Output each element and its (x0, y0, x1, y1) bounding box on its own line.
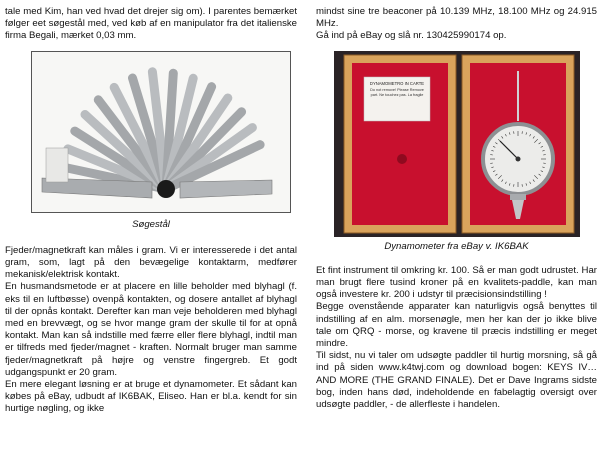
feeler-gauge-figure (31, 51, 291, 213)
ebay-reference-line: Gå ind på eBay og slå nr. 130425990174 op. (316, 30, 507, 42)
dynamometer-illustration (334, 51, 580, 237)
left-figure-caption: Søgestål (132, 218, 170, 230)
dynamometer-neck (510, 194, 526, 200)
left-paragraph-2: En husmandsmetode er at placere en lille beholder med blyhagl (f. eks til en luftbøsse) ovenpå kontakten, og dosere antallet af blyhagl til der opnås kontakt. Derefter kan man veje beholderen med blyhagl med en brevvægt, og se hvor mange gram der skulle til for at opnå kontakt. Man kan så indstille med færre eller flere blyhagl, indtil man er tilfreds med fjeder/magnet - kraften. Normalt bruger man samme fjeder/magnetkraft på højre og venstre fingergreb. Et godt udgangspunkt er 20 gram. (5, 281, 297, 378)
right-paragraph-3: Til sidst, nu vi taler om udsøgte paddler til hurtig morsning, så gå ind på siden www.k4twj.com og download bogen: KEYS IV… AND MORE (THE GRAND FINALE). Det er Dave Ingrams sidste bog, inden hans død, indeholdende en fabelagtig oversigt over udsøgte paddler, - de allerfleste i handelen. (316, 350, 597, 411)
case-lid-button (397, 154, 407, 164)
instruction-label-title: DYNAMOMETRO IN CARTE (369, 80, 425, 86)
feeler-gauge-illustration (32, 52, 290, 212)
left-paragraph-3: En mere elegant løsning er at bruge et dynamometer. Et sådant kan købes på eBay, udbudt af IK6BAK, Eliseo. Han er bl.a. kendt for sin hurtige nøgling, og ikke (5, 379, 297, 415)
left-paragraph-1: Fjeder/magnetkraft kan måles i gram. Vi er interesserede i det antal gram, som, lagt på den bevægelige kontaktarm, medfører mekanisk/elektrisk kontakt. (5, 244, 297, 281)
dynamometer-photo (334, 51, 580, 237)
left-intro-paragraph: tale med Kim, han ved hvad det drejer sig om). I parentes bemærket følger eet søgestål med, ved køb af en manipulator fra det italienske firma Begali, mærket 0,03 mm. (5, 6, 297, 42)
gauge-pivot-screw (157, 180, 175, 198)
instruction-label-body: Do not remove! Please Remove part. Ne touchez pas. La fragile (370, 87, 424, 97)
right-column (316, 6, 597, 411)
feeler-gauge-blades (64, 71, 260, 188)
left-column (5, 6, 297, 416)
dynamometer-hub (516, 156, 521, 161)
right-paragraph-1: Et fint instrument til omkring kr. 100. Så er man godt udrustet. Har man brugt flere tusind kroner på en kvalitets-paddle, kan man også investere kr. 200 i udstyr til præcisionsindstilling ! (316, 264, 597, 301)
gauge-handle-right (180, 180, 272, 198)
gauge-tag (46, 148, 68, 182)
right-intro-paragraph: mindst sine tre beaconer på 10.139 MHz, 18.100 MHz og 24.915 MHz. (316, 6, 597, 30)
right-paragraph-2: Begge ovenstående apparater kan naturligvis også benyttes til indstilling af en alm. morsenøgle, men her kan der jo ikke blive tale om QRQ - morse, og kravene til præcis indstilling er meget mindre. (316, 301, 597, 350)
right-figure-caption: Dynamometer fra eBay v. IK6BAK (384, 240, 529, 252)
instruction-label-body-box (366, 88, 428, 119)
